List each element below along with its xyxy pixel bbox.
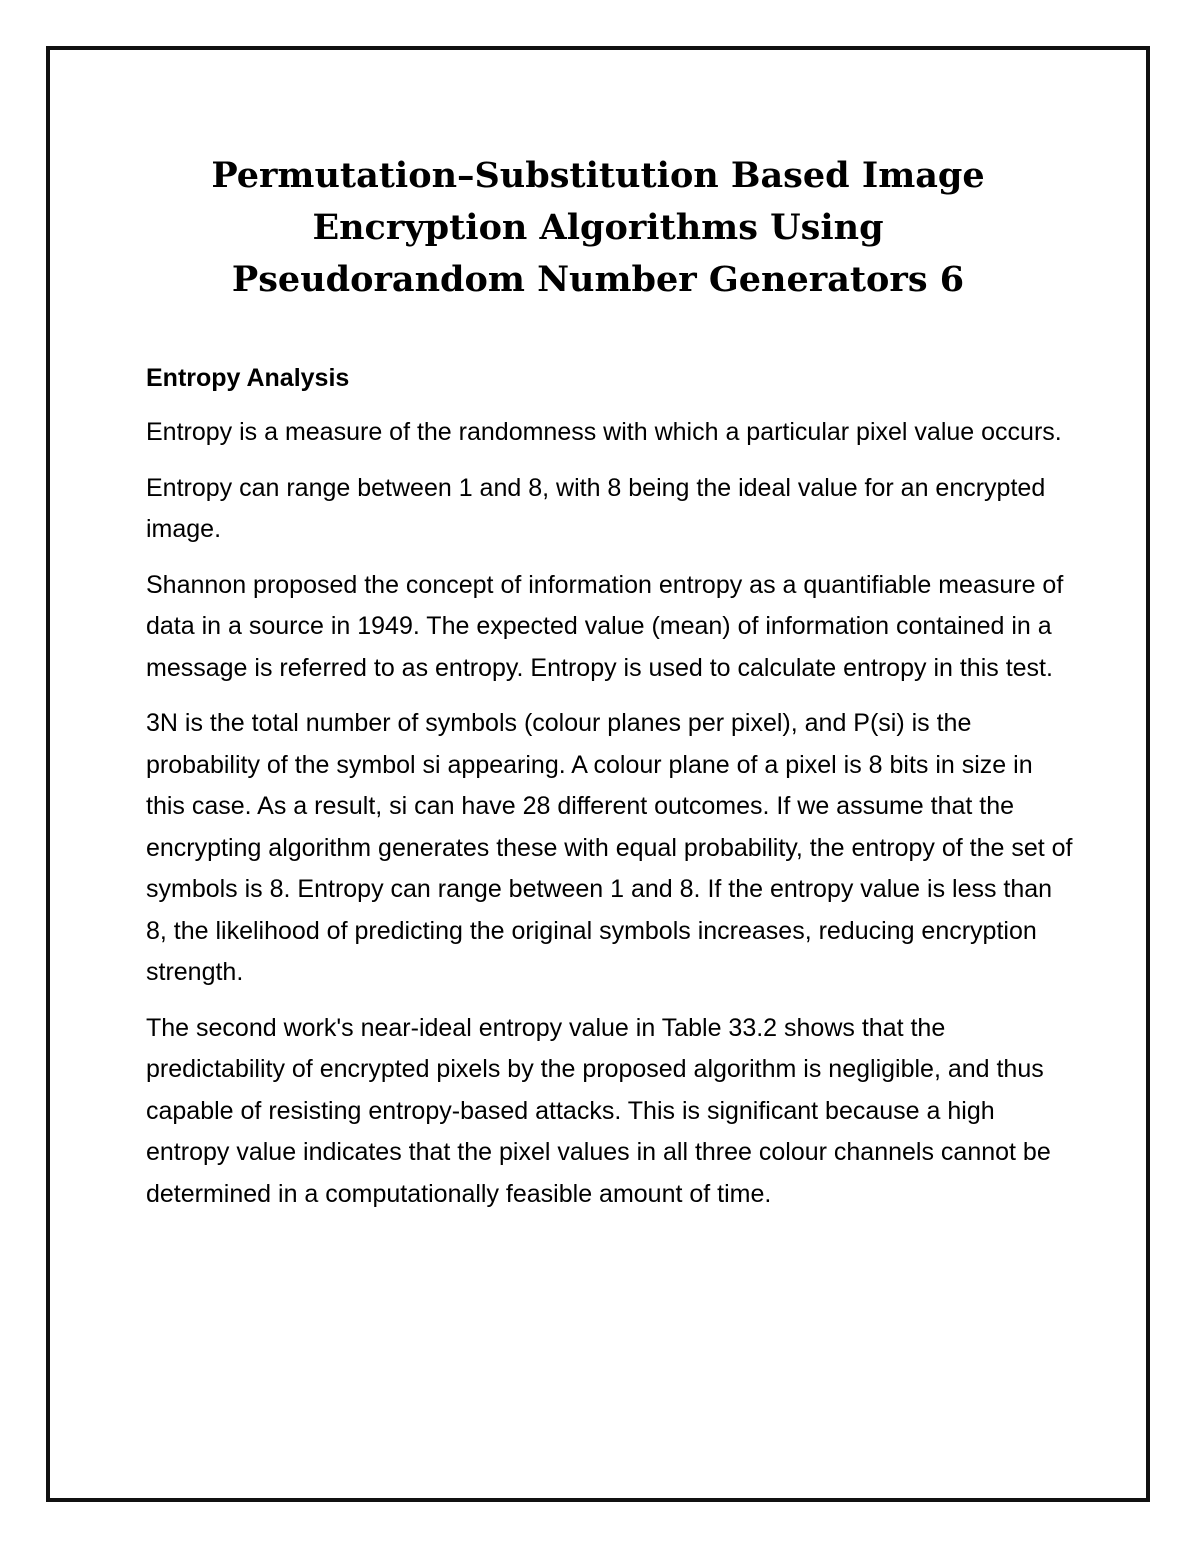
paragraph-shannon: Shannon proposed the concept of information entropy as a quantifiable measure of data in a source in 1949. The expected value (mean) of information contained in a message is referred to as entropy. Entropy is used to calculate entropy in this test. [146, 570, 1064, 682]
title-line-1: Permutation–Substitution Based Image [211, 155, 985, 196]
paragraph-symbols: 3N is the total number of symbols (colour planes per pixel), and P(si) is the probability of the symbol si appearing. A colour plane of a pixel is 8 bits in size in this case. As a result, si can have 28 different outcomes. If we assume that the encrypting algorithm generates these with equal probability, the entropy of the set of symbols is 8. Entropy can range between 1 and 8. If the entropy value is less than 8, the likelihood of predicting the original symbols increases, reducing encryption strength. [146, 709, 1073, 986]
document-body [146, 358, 1076, 1229]
title-line-2: Encryption Algorithms Using [312, 207, 884, 248]
section-heading: Entropy Analysis [146, 364, 350, 392]
paragraph-entropy-definition: Entropy is a measure of the randomness with which a particular pixel value occurs. [146, 418, 1062, 446]
document-title [50, 150, 1146, 306]
paragraph-results: The second work's near-ideal entropy value in Table 33.2 shows that the predictability of encrypted pixels by the proposed algorithm is negligible, and thus capable of resisting entropy-based attacks. This is significant because a high entropy value indicates that the pixel values in all three colour channels cannot be determined in a computationally feasible amount of time. [146, 1013, 1051, 1208]
page-border [46, 46, 1150, 1502]
paragraph-entropy-range: Entropy can range between 1 and 8, with 8 being the ideal value for an encrypted image. [146, 473, 1046, 543]
title-line-3: Pseudorandom Number Generators 6 [231, 259, 965, 300]
